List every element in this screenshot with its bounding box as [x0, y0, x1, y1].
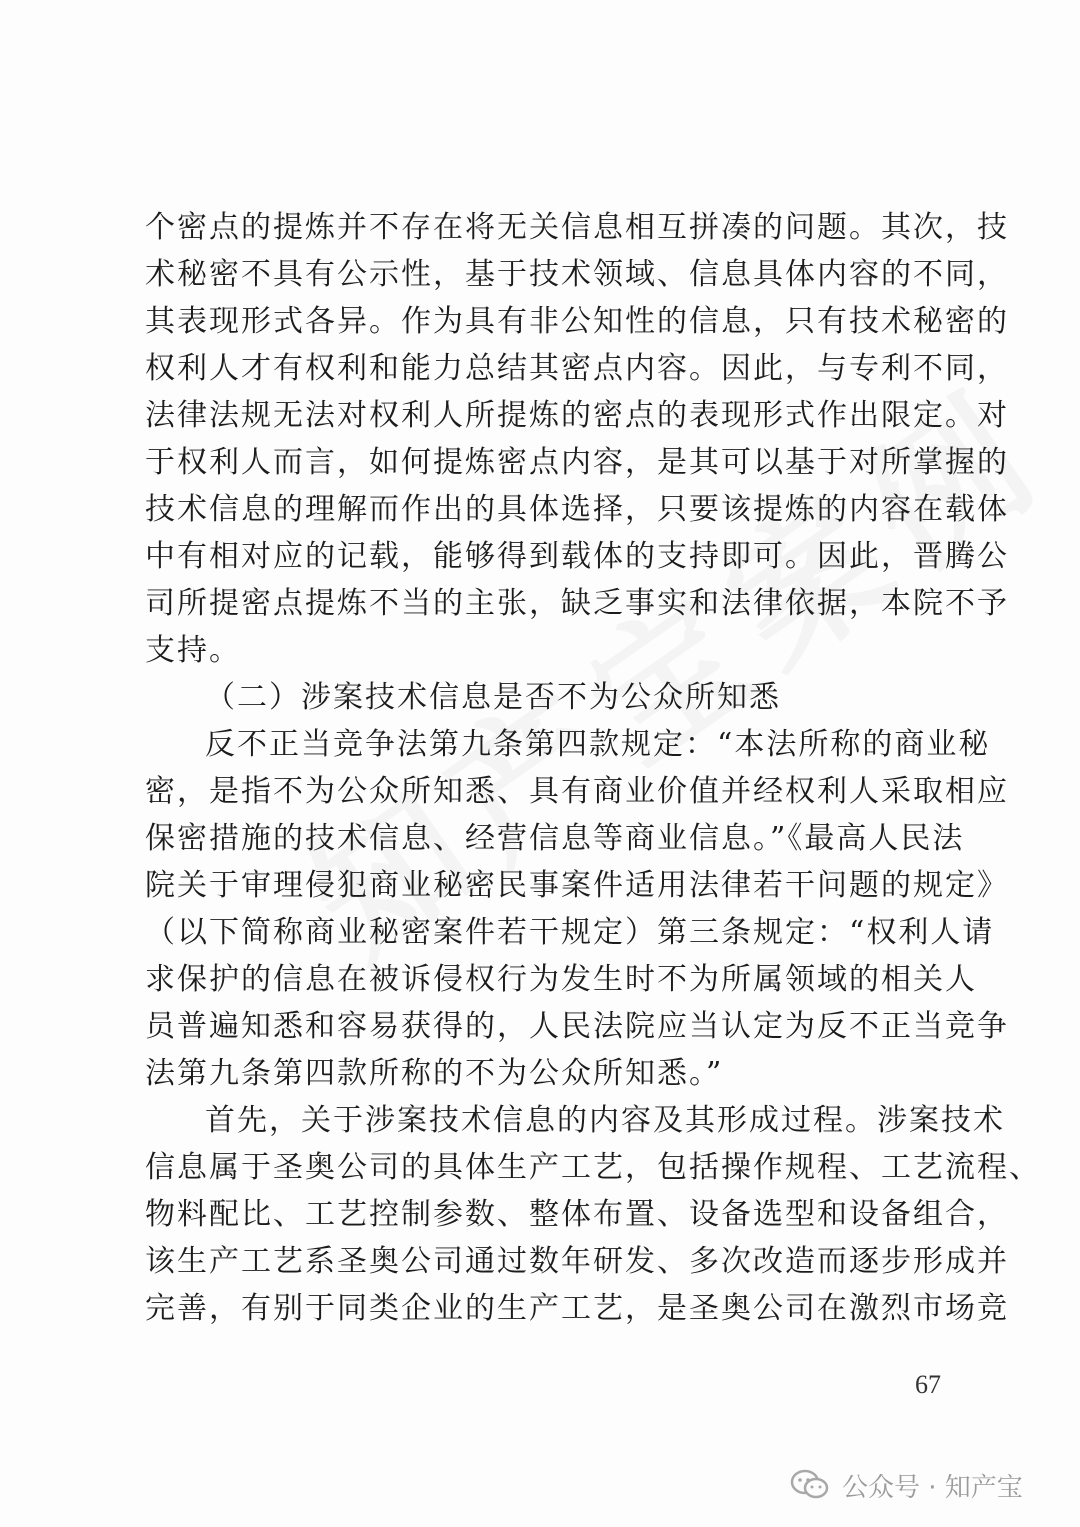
- body-line: 密，是指不为公众所知悉、具有商业价值并经权利人采取相应: [145, 774, 1009, 809]
- wechat-account-watermark: [790, 1460, 1023, 1510]
- body-line: 于权利人而言，如何提炼密点内容，是其可以基于对所掌握的: [145, 445, 1009, 480]
- body-line: 术秘密不具有公示性，基于技术领域、信息具体内容的不同，: [145, 257, 1009, 292]
- body-line: 首先，关于涉案技术信息的内容及其形成过程。涉案技术: [205, 1103, 1005, 1138]
- body-line: 法第九条第四款所称的不为公众所知悉。”: [145, 1056, 724, 1091]
- body-line: （以下简称商业秘密案件若干规定）第三条规定：“权利人请: [145, 915, 995, 950]
- body-line: 信息属于圣奥公司的具体生产工艺，包括操作规程、工艺流程、: [145, 1150, 1041, 1185]
- body-line: 中有相对应的记载，能够得到载体的支持即可。因此，晋腾公: [145, 539, 1009, 574]
- body-line: 保密措施的技术信息、经营信息等商业信息。”《最高人民法: [145, 821, 965, 856]
- body-line: 反不正当竞争法第九条第四款规定：“本法所称的商业秘: [205, 727, 991, 762]
- body-line: 法律法规无法对权利人所提炼的密点的表现形式作出限定。对: [145, 398, 1009, 433]
- body-line: 物料配比、工艺控制参数、整体布置、设备选型和设备组合，: [145, 1197, 1009, 1232]
- section-heading: （二）涉案技术信息是否不为公众所知悉: [205, 680, 781, 715]
- body-line: 司所提密点提炼不当的主张，缺乏事实和法律依据，本院不予: [145, 586, 1009, 621]
- body-line: 院关于审理侵犯商业秘密民事案件适用法律若干问题的规定》: [145, 868, 1009, 903]
- wechat-icon: [790, 1469, 830, 1501]
- body-line: 支持。: [145, 633, 241, 668]
- page-number: 67: [915, 1370, 941, 1399]
- body-line: 技术信息的理解而作出的具体选择，只要该提炼的内容在载体: [145, 492, 1009, 527]
- body-line: 员普遍知悉和容易获得的，人民法院应当认定为反不正当竞争: [145, 1009, 1009, 1044]
- body-line: 求保护的信息在被诉侵权行为发生时不为所属领域的相关人: [145, 962, 977, 997]
- body-line: 其表现形式各异。作为具有非公知性的信息，只有技术秘密的: [145, 304, 1009, 339]
- body-line: 完善，有别于同类企业的生产工艺，是圣奥公司在激烈市场竞: [145, 1291, 1009, 1326]
- body-line: 权利人才有权利和能力总结其密点内容。因此，与专利不同，: [145, 351, 1009, 386]
- wechat-account-label: 公众号 · 知产宝: [842, 1472, 1023, 1503]
- body-line: 该生产工艺系圣奥公司通过数年研发、多次改造而逐步形成并: [145, 1244, 1009, 1279]
- body-line: 个密点的提炼并不存在将无关信息相互拼凑的问题。其次，技: [145, 210, 1009, 245]
